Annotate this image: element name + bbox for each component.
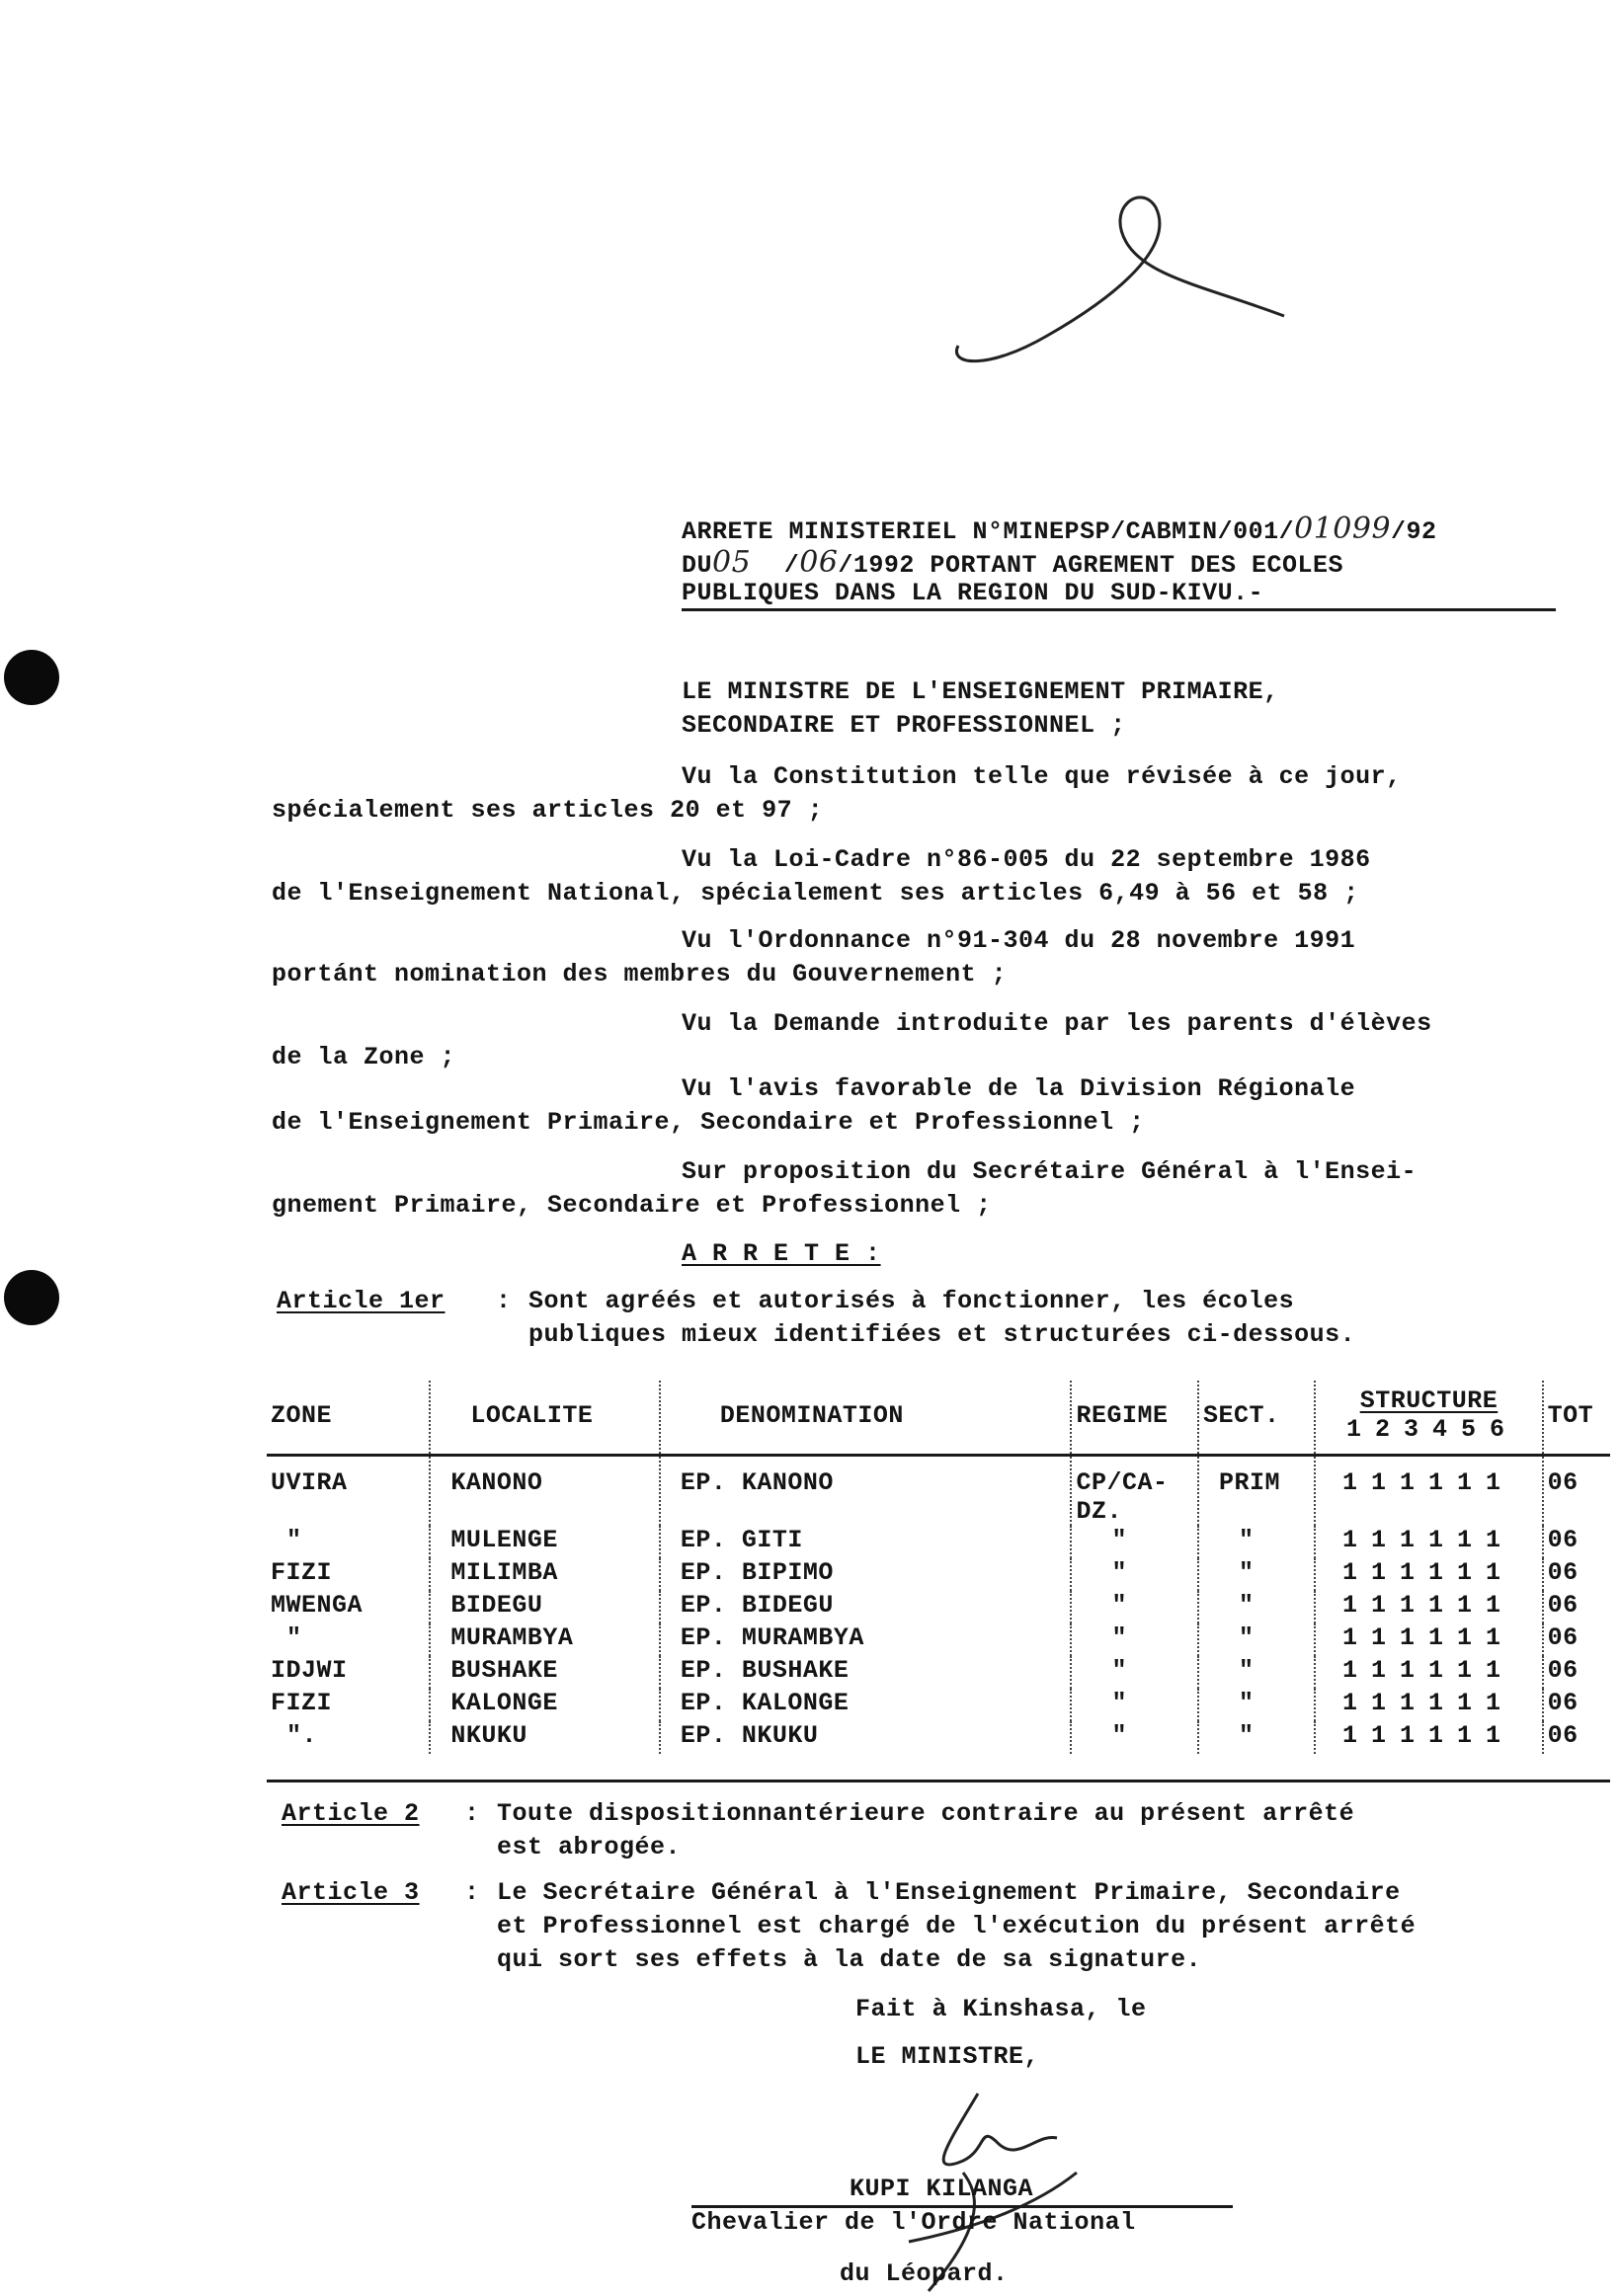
- table-bottom-rule: [267, 1780, 1610, 1782]
- cell-regime-line2: DZ.: [1076, 1497, 1122, 1526]
- structure-value: 1: [1400, 1468, 1416, 1497]
- cell-sect: ": [1198, 1591, 1315, 1623]
- handwritten-flourish: [948, 188, 1304, 375]
- structure-value: 1: [1400, 1558, 1416, 1587]
- cell-structure: [1315, 1689, 1542, 1721]
- honor-line1: Chevalier de l'Ordre National: [691, 2208, 1136, 2237]
- structure-value: 1: [1342, 1623, 1358, 1652]
- cell-localite: NKUKU: [430, 1721, 659, 1754]
- article-2-label: Article 2: [282, 1799, 420, 1828]
- structure-nums: [1320, 1415, 1537, 1444]
- col-denomination-header: DENOMINATION: [660, 1381, 1072, 1456]
- cell-structure: [1315, 1721, 1542, 1754]
- structure-num: 4: [1432, 1415, 1448, 1444]
- cell-zone: UVIRA: [271, 1468, 348, 1497]
- structure-value: 1: [1342, 1468, 1358, 1497]
- structure-value: 1: [1428, 1721, 1444, 1750]
- col-localite-header: LOCALITE: [430, 1381, 659, 1456]
- cell-tot: 06: [1543, 1656, 1610, 1689]
- article-1-colon: :: [496, 1287, 512, 1315]
- cell-structure: [1315, 1526, 1542, 1558]
- cell-structure: [1315, 1591, 1542, 1623]
- cell-sect: PRIM: [1198, 1456, 1315, 1527]
- structure-value: 1: [1457, 1558, 1473, 1587]
- structure-value: 1: [1371, 1558, 1387, 1587]
- article-1-line2: publiques mieux identifiées et structurées ci-dessous.: [528, 1320, 1356, 1349]
- punch-hole-bottom: [4, 1270, 59, 1325]
- decree-heading-line2: DU05 /06/1992 PORTANT AGREMENT DES ECOLES: [682, 545, 1344, 580]
- cell-structure: [1315, 1623, 1542, 1656]
- table-row: [267, 1526, 1610, 1558]
- cell-zone: ": [286, 1623, 302, 1652]
- col-zone-header: ZONE: [267, 1381, 430, 1456]
- cell-tot: 06: [1543, 1721, 1610, 1754]
- structure-value: 1: [1486, 1721, 1501, 1750]
- structure-value: 1: [1486, 1623, 1501, 1652]
- table-row: [267, 1721, 1610, 1754]
- consideration-1b: spécialement ses articles 20 et 97 ;: [272, 796, 824, 825]
- cell-denomination: EP. BIPIMO: [660, 1558, 1072, 1591]
- cell-denomination: EP. BIDEGU: [660, 1591, 1072, 1623]
- punch-hole-top: [4, 650, 59, 705]
- cell-tot: 06: [1543, 1591, 1610, 1623]
- structure-value: 1: [1342, 1721, 1358, 1750]
- consideration-3a: Vu l'Ordonnance n°91-304 du 28 novembre 1991: [682, 926, 1356, 955]
- structure-value: 1: [1371, 1591, 1387, 1620]
- table-row: [267, 1456, 1610, 1527]
- place-date: Fait à Kinshasa, le: [855, 1995, 1147, 2023]
- structure-value: 1: [1371, 1526, 1387, 1554]
- cell-tot: 06: [1543, 1456, 1610, 1527]
- cell-structure: [1315, 1558, 1542, 1591]
- structure-num: 3: [1404, 1415, 1419, 1444]
- col-tot-header: TOT: [1543, 1381, 1610, 1456]
- article-2-colon: :: [464, 1799, 480, 1828]
- minister-title-line1: LE MINISTRE DE L'ENSEIGNEMENT PRIMAIRE,: [682, 677, 1279, 706]
- structure-value: 1: [1400, 1526, 1416, 1554]
- structure-value: 1: [1371, 1468, 1387, 1497]
- cell-regime: ": [1071, 1558, 1198, 1591]
- decree-heading-line1: ARRETE MINISTERIEL N°MINEPSP/CABMIN/001/01099/92: [682, 512, 1437, 546]
- cell-zone: IDJWI: [271, 1656, 348, 1685]
- structure-value: 1: [1457, 1721, 1473, 1750]
- cell-zone: FIZI: [271, 1689, 333, 1717]
- cell-zone: FIZI: [271, 1558, 333, 1587]
- col-sect-header: SECT.: [1198, 1381, 1315, 1456]
- cell-sect: ": [1198, 1526, 1315, 1558]
- consideration-4b: de la Zone ;: [272, 1043, 456, 1071]
- consideration-3b: portánt nomination des membres du Gouvernement ;: [272, 960, 1008, 989]
- cell-tot: 06: [1543, 1526, 1610, 1558]
- structure-value: 1: [1400, 1689, 1416, 1717]
- structure-value: 1: [1400, 1721, 1416, 1750]
- structure-num: 2: [1375, 1415, 1391, 1444]
- cell-localite: KANONO: [430, 1456, 659, 1527]
- cell-localite: MILIMBA: [430, 1558, 659, 1591]
- structure-value: 1: [1486, 1689, 1501, 1717]
- structure-value: 1: [1428, 1623, 1444, 1652]
- table-row: [267, 1689, 1610, 1721]
- article-3-label: Article 3: [282, 1878, 420, 1907]
- cell-denomination: EP. BUSHAKE: [660, 1656, 1072, 1689]
- article-2-line1: Toute dispositionnantérieure contraire au présent arrêté: [497, 1799, 1355, 1828]
- structure-value: 1: [1457, 1468, 1473, 1497]
- arrete-label: A R R E T E :: [682, 1239, 881, 1268]
- minister-title-line2: SECONDAIRE ET PROFESSIONNEL ;: [682, 711, 1126, 740]
- structure-value: 1: [1428, 1591, 1444, 1620]
- minister-role: LE MINISTRE,: [855, 2042, 1040, 2071]
- cell-sect: ": [1198, 1721, 1315, 1754]
- article-1-line1: Sont agréés et autorisés à fonctionner, les écoles: [528, 1287, 1295, 1315]
- structure-value: 1: [1428, 1558, 1444, 1587]
- col-structure-header: [1315, 1381, 1542, 1456]
- structure-value: 1: [1457, 1656, 1473, 1685]
- cell-regime: ": [1071, 1689, 1198, 1721]
- cell-sect: ": [1198, 1623, 1315, 1656]
- signatory-name: KUPI KILANGA: [850, 2175, 1034, 2203]
- structure-value: 1: [1400, 1591, 1416, 1620]
- cell-denomination: EP. NKUKU: [660, 1721, 1072, 1754]
- cell-localite: MURAMBYA: [430, 1623, 659, 1656]
- structure-value: 1: [1400, 1623, 1416, 1652]
- structure-value: 1: [1371, 1689, 1387, 1717]
- structure-value: 1: [1342, 1591, 1358, 1620]
- structure-num: 1: [1346, 1415, 1362, 1444]
- table-row: [267, 1558, 1610, 1591]
- structure-value: 1: [1486, 1656, 1501, 1685]
- structure-title: STRUCTURE: [1359, 1386, 1498, 1415]
- cell-denomination: EP. MURAMBYA: [660, 1623, 1072, 1656]
- cell-sect: ": [1198, 1558, 1315, 1591]
- consideration-5a: Vu l'avis favorable de la Division Régionale: [682, 1074, 1356, 1103]
- structure-value: 1: [1457, 1526, 1473, 1554]
- consideration-2a: Vu la Loi-Cadre n°86-005 du 22 septembre 1986: [682, 845, 1371, 874]
- cell-structure: [1315, 1456, 1542, 1527]
- structure-value: 1: [1457, 1623, 1473, 1652]
- structure-value: 1: [1486, 1526, 1501, 1554]
- structure-num: 5: [1461, 1415, 1477, 1444]
- article-3-colon: :: [464, 1878, 480, 1907]
- cell-regime: ": [1071, 1623, 1198, 1656]
- article-3-line2: et Professionnel est chargé de l'exécution du présent arrêté: [497, 1912, 1417, 1940]
- structure-num: 6: [1490, 1415, 1505, 1444]
- structure-value: 1: [1486, 1468, 1501, 1497]
- article-3-line3: qui sort ses effets à la date de sa signature.: [497, 1945, 1202, 1974]
- cell-sect: ": [1198, 1689, 1315, 1721]
- cell-regime: ": [1071, 1591, 1198, 1623]
- article-2-line2: est abrogée.: [497, 1833, 682, 1861]
- article-1-label: Article 1er: [277, 1287, 446, 1315]
- cell-denomination: EP. KANONO: [660, 1456, 1072, 1527]
- cell-localite: BIDEGU: [430, 1591, 659, 1623]
- cell-tot: 06: [1543, 1558, 1610, 1591]
- structure-value: 1: [1486, 1558, 1501, 1587]
- consideration-4a: Vu la Demande introduite par les parents d'élèves: [682, 1009, 1432, 1038]
- structure-value: 1: [1342, 1526, 1358, 1554]
- cell-regime: ": [1071, 1656, 1198, 1689]
- cell-structure: [1315, 1656, 1542, 1689]
- cell-regime: ": [1071, 1526, 1198, 1558]
- cell-denomination: EP. GITI: [660, 1526, 1072, 1558]
- cell-zone: MWENGA: [271, 1591, 364, 1620]
- structure-value: 1: [1428, 1526, 1444, 1554]
- cell-regime-line1: CP/CA-: [1076, 1468, 1169, 1497]
- consideration-6a: Sur proposition du Secrétaire Général à l'Ensei-: [682, 1157, 1418, 1186]
- structure-value: 1: [1428, 1468, 1444, 1497]
- cell-regime: ": [1071, 1721, 1198, 1754]
- structure-value: 1: [1428, 1656, 1444, 1685]
- structure-value: 1: [1486, 1591, 1501, 1620]
- honor-line2: du Léopard.: [840, 2259, 1009, 2288]
- structure-value: 1: [1342, 1558, 1358, 1587]
- consideration-1a: Vu la Constitution telle que révisée à ce jour,: [682, 762, 1402, 791]
- consideration-5b: de l'Enseignement Primaire, Secondaire et Professionnel ;: [272, 1108, 1145, 1137]
- structure-value: 1: [1371, 1656, 1387, 1685]
- table-row: [267, 1623, 1610, 1656]
- cell-localite: MULENGE: [430, 1526, 659, 1558]
- cell-tot: 06: [1543, 1623, 1610, 1656]
- structure-value: 1: [1371, 1721, 1387, 1750]
- col-regime-header: REGIME: [1071, 1381, 1198, 1456]
- structure-value: 1: [1371, 1623, 1387, 1652]
- cell-zone: ": [286, 1526, 302, 1554]
- decree-heading-line3: PUBLIQUES DANS LA REGION DU SUD-KIVU.-: [682, 579, 1264, 607]
- article-3-line1: Le Secrétaire Général à l'Enseignement Primaire, Secondaire: [497, 1878, 1401, 1907]
- structure-value: 1: [1342, 1656, 1358, 1685]
- structure-value: 1: [1428, 1689, 1444, 1717]
- structure-value: 1: [1457, 1591, 1473, 1620]
- cell-localite: KALONGE: [430, 1689, 659, 1721]
- schools-table: [267, 1381, 1610, 1754]
- cell-tot: 06: [1543, 1689, 1610, 1721]
- table-row: [267, 1656, 1610, 1689]
- structure-value: 1: [1457, 1689, 1473, 1717]
- cell-zone: ".: [286, 1721, 318, 1750]
- structure-value: 1: [1342, 1689, 1358, 1717]
- heading-underline: [682, 608, 1556, 611]
- cell-localite: BUSHAKE: [430, 1656, 659, 1689]
- structure-value: 1: [1400, 1656, 1416, 1685]
- consideration-2b: de l'Enseignement National, spécialement ses articles 6,49 à 56 et 58 ;: [272, 879, 1359, 908]
- cell-denomination: EP. KALONGE: [660, 1689, 1072, 1721]
- table-header-row: [267, 1381, 1610, 1456]
- cell-regime: [1071, 1456, 1198, 1527]
- consideration-6b: gnement Primaire, Secondaire et Professionnel ;: [272, 1191, 992, 1220]
- cell-sect: ": [1198, 1656, 1315, 1689]
- table-row: [267, 1591, 1610, 1623]
